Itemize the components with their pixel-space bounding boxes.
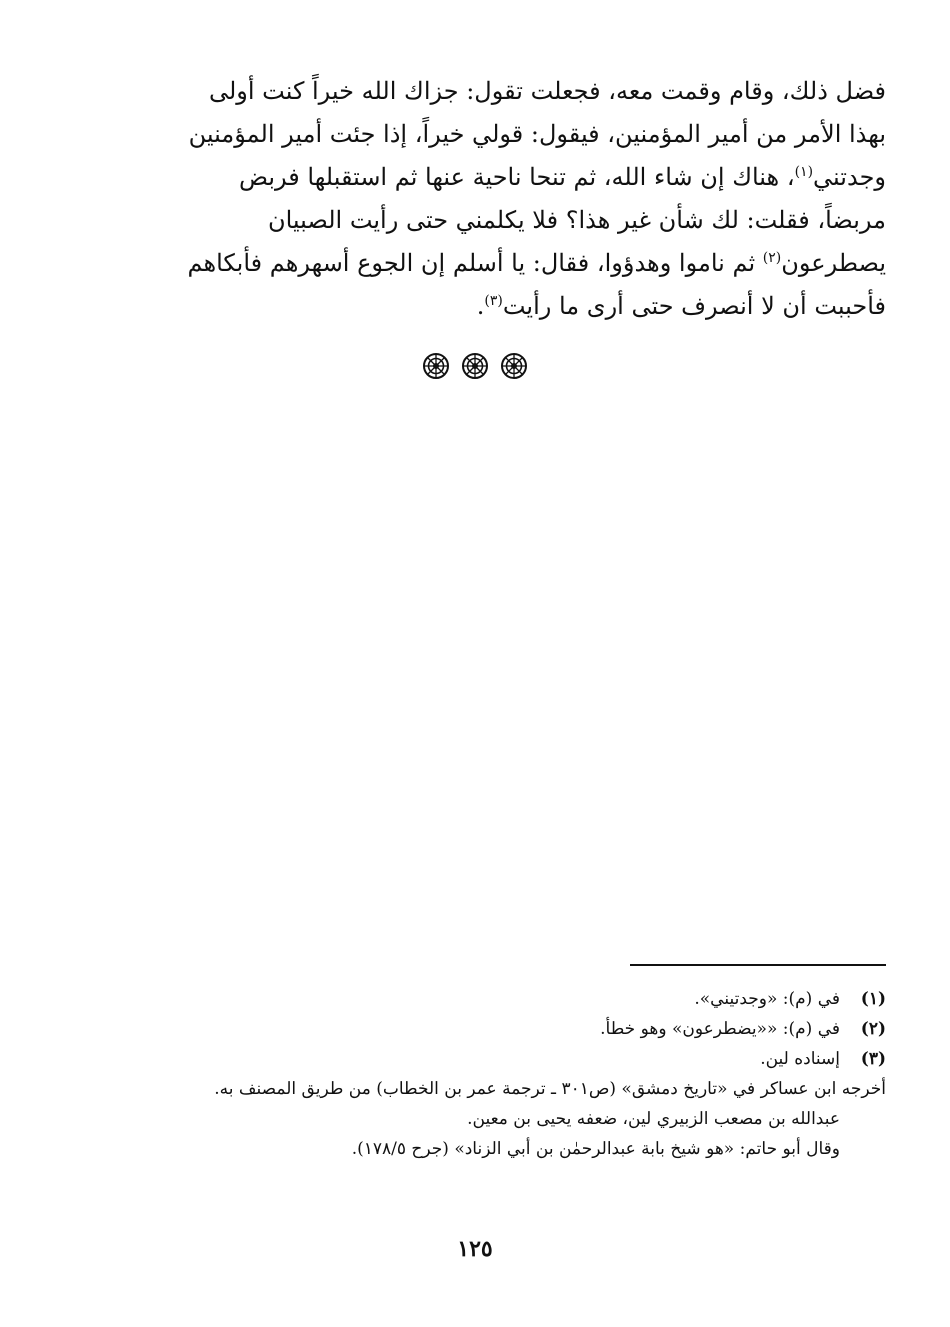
text-segment: ، هناك إن شاء الله، ثم تنحا ناحية عنها ثم استقبلها فربض xyxy=(238,163,795,191)
text-line xyxy=(140,156,886,199)
text-segment: فأحببت أن لا أنصرف حتى أرى ما رأيت xyxy=(502,292,886,320)
footnote-separator xyxy=(630,964,886,966)
text-line xyxy=(140,285,886,328)
footnote-ref[interactable]: (٣) xyxy=(484,293,503,309)
ornament-icon xyxy=(500,352,528,380)
footnote-marker: (١) xyxy=(860,989,886,1009)
section-divider xyxy=(0,352,950,380)
footnote-item xyxy=(140,1044,886,1074)
footnote-marker: (٣) xyxy=(860,1049,886,1069)
ornament-icon xyxy=(461,352,489,380)
text-line: بهذا الأمر من أمير المؤمنين، فيقول: قولي خيراً، إذا جئت أمير المؤمنين xyxy=(188,120,886,148)
footnote-continuation: عبدالله بن مصعب الزبيري لين، ضعفه يحيى بن معين. xyxy=(467,1109,840,1129)
ornament-icon xyxy=(422,352,450,380)
footnote-continuation: وقال أبو حاتم: «هو شيخ بابة عبدالرحمٰن بن أبي الزناد» (جرح ١٧٨/٥). xyxy=(351,1139,840,1159)
text-segment: . xyxy=(476,292,485,320)
footnote-ref[interactable]: (٢) xyxy=(762,250,782,266)
footnote-text: إسناده لين. xyxy=(760,1049,840,1069)
body-text xyxy=(140,70,886,328)
text-line: مربضاً، فقلت: لك شأن غير هذا؟ فلا يكلمني حتى رأيت الصبيان xyxy=(267,206,886,234)
footnote-ref[interactable]: (١) xyxy=(794,164,814,180)
text-line: فضل ذلك، وقام وقمت معه، فجعلت تقول: جزاك الله خيراً كنت أولى xyxy=(208,77,886,105)
footnote-item xyxy=(140,1014,886,1044)
text-segment: ثم ناموا وهدؤوا، فقال: يا أسلم إن الجوع أسهرهم فأبكاهم xyxy=(187,249,763,277)
footnote-continuation: أخرجه ابن عساكر في «تاريخ دمشق» (ص٣٠١ ـ ترجمة عمر بن الخطاب) من طريق المصنف به. xyxy=(214,1079,886,1099)
text-line xyxy=(140,242,886,285)
footnote-marker: (٢) xyxy=(860,1019,886,1039)
footnotes xyxy=(140,984,886,1164)
text-segment: يصطرعون xyxy=(781,249,886,277)
page-number: ١٢٥ xyxy=(457,1236,493,1262)
footnote-text: في (م): ««يضطرعون» وهو خطأ. xyxy=(600,1019,840,1039)
text-segment: وجدتني xyxy=(813,163,886,191)
footnote-text: في (م): «وجدتيني». xyxy=(694,989,840,1009)
footnote-item xyxy=(140,984,886,1014)
